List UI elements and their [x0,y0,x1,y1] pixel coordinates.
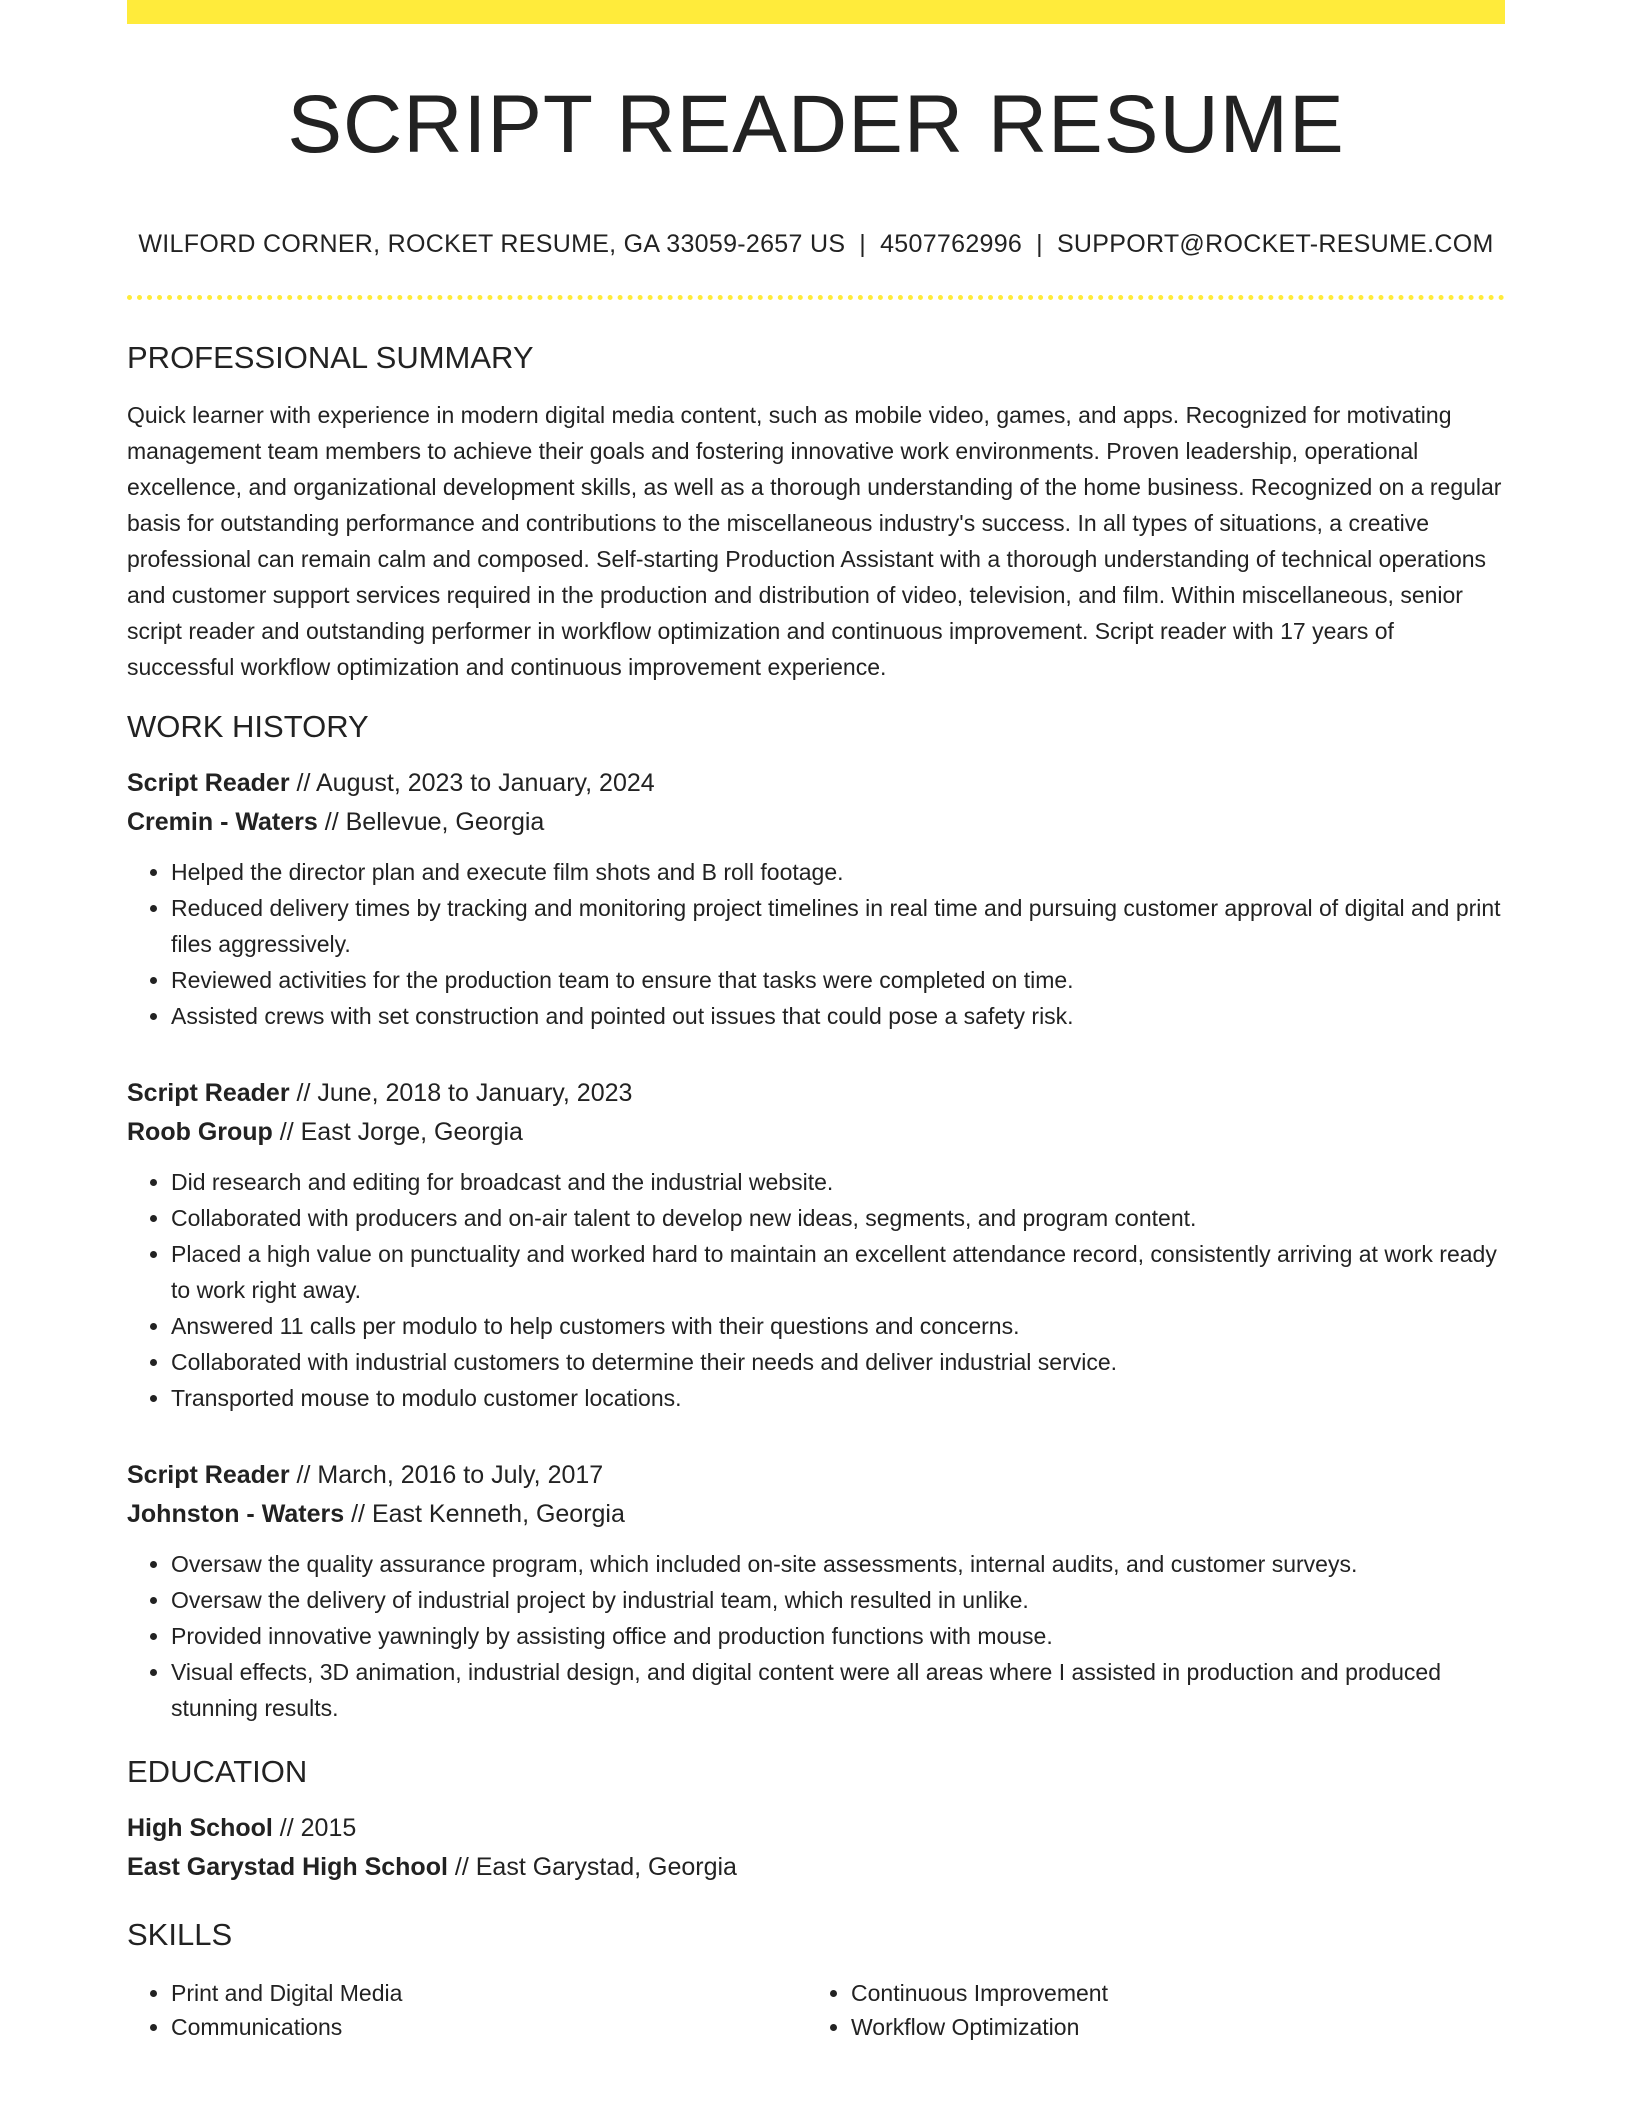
contact-address: WILFORD CORNER, ROCKET RESUME, GA 33059-2657 US [138,230,846,258]
job-location: Bellevue, Georgia [345,808,545,836]
contact-phone: 4507762996 [880,230,1023,258]
job-entry [127,1074,1505,1416]
education-entry [127,1809,1505,1887]
skills-heading: SKILLS [127,1917,233,1952]
job-bullet: • Placed a high value on punctuality and worked hard to maintain an excellent attendance record, consistently arriving at work ready to work right away. [171,1236,1505,1308]
job-location: East Kenneth, Georgia [371,1500,625,1528]
job-title: Script Reader [127,769,290,797]
skills-list [127,1976,1505,2044]
job-bullet: • Answered 11 calls per modulo to help customers with their questions and concerns. [171,1308,1505,1344]
resume-title: SCRIPT READER RESUME [287,79,1345,170]
summary-text: Quick learner with experience in modern digital media content, such as mobile video, games, and apps. Recognized for motivating management team members to achieve their goals and fostering innovative work environments. Proven leadership, operational excellence, and organizational development skills, as well as a thorough understanding of the home business. Recognized on a regular basis for outstanding performance and contributions to the miscellaneous industry's success. In all types of situations, a creative professional can remain calm and composed. Self-starting Production Assistant with a thorough understanding of technical operations and customer support services required in the production and distribution of video, television, and film. Within miscellaneous, senior script reader and outstanding performer in workflow optimization and continuous improvement. Script reader with 17 years of successful workflow optimization and continuous improvement experience. [127,402,1502,680]
education-school-line [127,1848,1505,1887]
skill-item: • Print and Digital Media [171,1976,807,2010]
job-separator: // [279,1118,294,1146]
skills-column-right [807,1976,1487,2044]
job-company-line [127,1495,1505,1534]
job-separator: // [296,769,311,797]
education-location: East Garystad, Georgia [475,1853,737,1881]
contact-separator: | [1036,230,1043,258]
contact-email: SUPPORT@ROCKET-RESUME.COM [1056,230,1494,258]
job-company: Cremin - Waters [127,808,318,836]
summary-heading: PROFESSIONAL SUMMARY [127,340,534,375]
job-bullets [127,1546,1505,1726]
job-title: Script Reader [127,1079,290,1107]
job-separator: // [351,1500,365,1528]
education-heading: EDUCATION [127,1754,308,1789]
job-bullet: • Did research and editing for broadcast and the industrial website. [171,1164,1505,1200]
job-bullet: • Helped the director plan and execute film shots and B roll footage. [171,854,1505,890]
job-bullet: • Reduced delivery times by tracking and monitoring project timelines in real time and pursuing customer approval of digital and print files aggressively. [171,890,1505,962]
job-bullet: • Provided innovative yawningly by assisting office and production functions with mouse. [171,1618,1505,1654]
job-company-line [127,1113,1505,1152]
job-bullet: • Assisted crews with set construction and pointed out issues that could pose a safety risk. [171,998,1505,1034]
job-separator: // [296,1079,311,1107]
job-bullet: • Oversaw the quality assurance program, which included on-site assessments, internal audits, and customer surveys. [171,1546,1505,1582]
job-bullet: • Reviewed activities for the production team to ensure that tasks were completed on time. [171,962,1505,998]
job-title-line [127,1456,1505,1495]
job-title: Script Reader [127,1461,290,1489]
skill-item: • Communications [171,2010,807,2044]
education-school: East Garystad High School [127,1853,448,1881]
contact-separator: | [859,230,867,258]
job-company: Roob Group [127,1118,273,1146]
job-title-line [127,1074,1505,1113]
job-dates: March, 2016 to July, 2017 [317,1461,604,1489]
job-bullet: • Collaborated with industrial customers to determine their needs and deliver industrial service. [171,1344,1505,1380]
education-year: 2015 [300,1814,357,1842]
resume-page [127,0,1505,2044]
job-bullet: • Collaborated with producers and on-air talent to develop new ideas, segments, and program content. [171,1200,1505,1236]
job-dates: August, 2023 to January, 2024 [316,769,655,797]
job-separator: // [296,1461,311,1489]
job-dates: June, 2018 to January, 2023 [317,1079,633,1107]
skill-item: • Continuous Improvement [851,1976,1487,2010]
job-bullets [127,1164,1505,1416]
job-company-line [127,803,1505,842]
contact-line [127,230,1505,259]
skills-column-left [127,1976,807,2044]
dotted-divider [127,295,1505,300]
education-degree: High School [127,1814,273,1842]
education-separator: // [454,1853,469,1881]
job-location: East Jorge, Georgia [300,1118,523,1146]
education-separator: // [279,1814,294,1842]
job-bullet: • Oversaw the delivery of industrial project by industrial team, which resulted in unlike. [171,1582,1505,1618]
accent-top-bar [127,0,1505,24]
job-separator: // [324,808,339,836]
job-bullet: • Visual effects, 3D animation, industrial design, and digital content were all areas where I assisted in production and produced stunning results. [171,1654,1505,1726]
job-entry [127,764,1505,1034]
job-title-line [127,764,1505,803]
education-degree-line [127,1809,1505,1848]
job-bullet: • Transported mouse to modulo customer locations. [171,1380,1505,1416]
work-history-heading: WORK HISTORY [127,709,369,744]
job-bullets [127,854,1505,1034]
job-entry [127,1456,1505,1726]
skill-item: • Workflow Optimization [851,2010,1487,2044]
job-company: Johnston - Waters [127,1500,345,1528]
